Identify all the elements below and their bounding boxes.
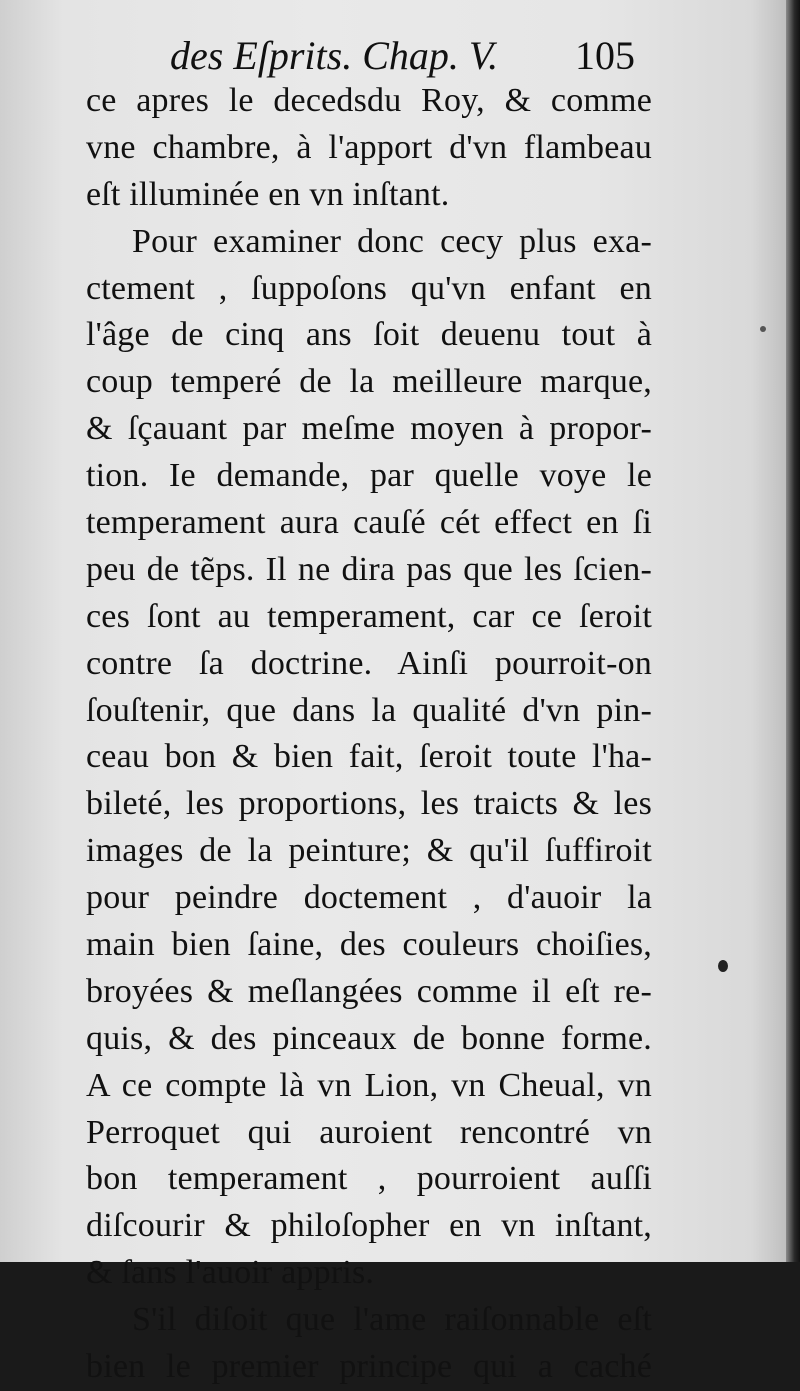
text-line: ſouſtenir, que dans la qualité d'vn pin- [86,691,652,729]
page-number: 105 [575,33,635,78]
text-line: ces ſont au temperament, car ce ſeroit [86,597,652,635]
text-line: bien le premier principe qui a caché [86,1348,652,1386]
text-line: images de la peinture; & qu'il ſuffiroit [86,832,652,870]
text-line: bileté, les proportions, les traicts & les [86,785,652,823]
ink-speck [718,960,728,972]
body-text [86,78,652,1391]
text-line: main bien ſaine, des couleurs choiſies, [86,926,652,964]
text-line: temperament aura cauſé cét effect en ſi [86,504,652,542]
text-line: coup temperé de la meilleure marque, [86,363,652,401]
text-line: quis, & des pinceaux de bonne forme. [86,1019,652,1057]
text-line: ceau bon & bien fait, ſeroit toute l'ha- [86,738,652,776]
running-head-title: des Eſprits. Chap. V. [170,33,499,78]
text-line: ctement , ſuppoſons qu'vn enfant en [86,269,652,307]
text-line: A ce compte là vn Lion, vn Cheual, vn [86,1066,652,1104]
text-line: tion. Ie demande, par quelle voye le [86,457,652,495]
text-line: diſcourir & philoſopher en vn inſtant, [86,1207,652,1245]
text-line: bon temperament , pourroient auſſi [86,1160,652,1198]
text-line: S'il diſoit que l'ame raiſonnable eſt [132,1301,652,1339]
text-line: pour peindre doctement , d'auoir la [86,879,652,917]
text-line: vne chambre, à l'apport d'vn flambeau [86,128,652,166]
text-line: broyées & meſlangées comme il eſt re- [86,972,652,1010]
text-line: contre ſa doctrine. Ainſi pourroit-on [86,644,652,682]
text-line: ce apres le decedsdu Roy, & comme [86,82,652,119]
text-line: Perroquet qui auroient rencontré vn [86,1113,652,1151]
ink-speck [760,326,766,332]
text-line: peu de tẽps. Il ne dira pas que les ſcien- [86,550,652,588]
text-line: Pour examiner donc cecy plus exa- [132,222,652,260]
text-line: eſt illuminée en vn inſtant. [86,175,450,213]
text-line: & ſans l'auoir appris. [86,1254,375,1292]
text-line: & ſçauant par meſme moyen à propor- [86,410,652,448]
text-line: l'âge de cinq ans ſoit deuenu tout à [86,316,652,354]
running-head [170,26,650,86]
page-edge [786,0,800,1262]
